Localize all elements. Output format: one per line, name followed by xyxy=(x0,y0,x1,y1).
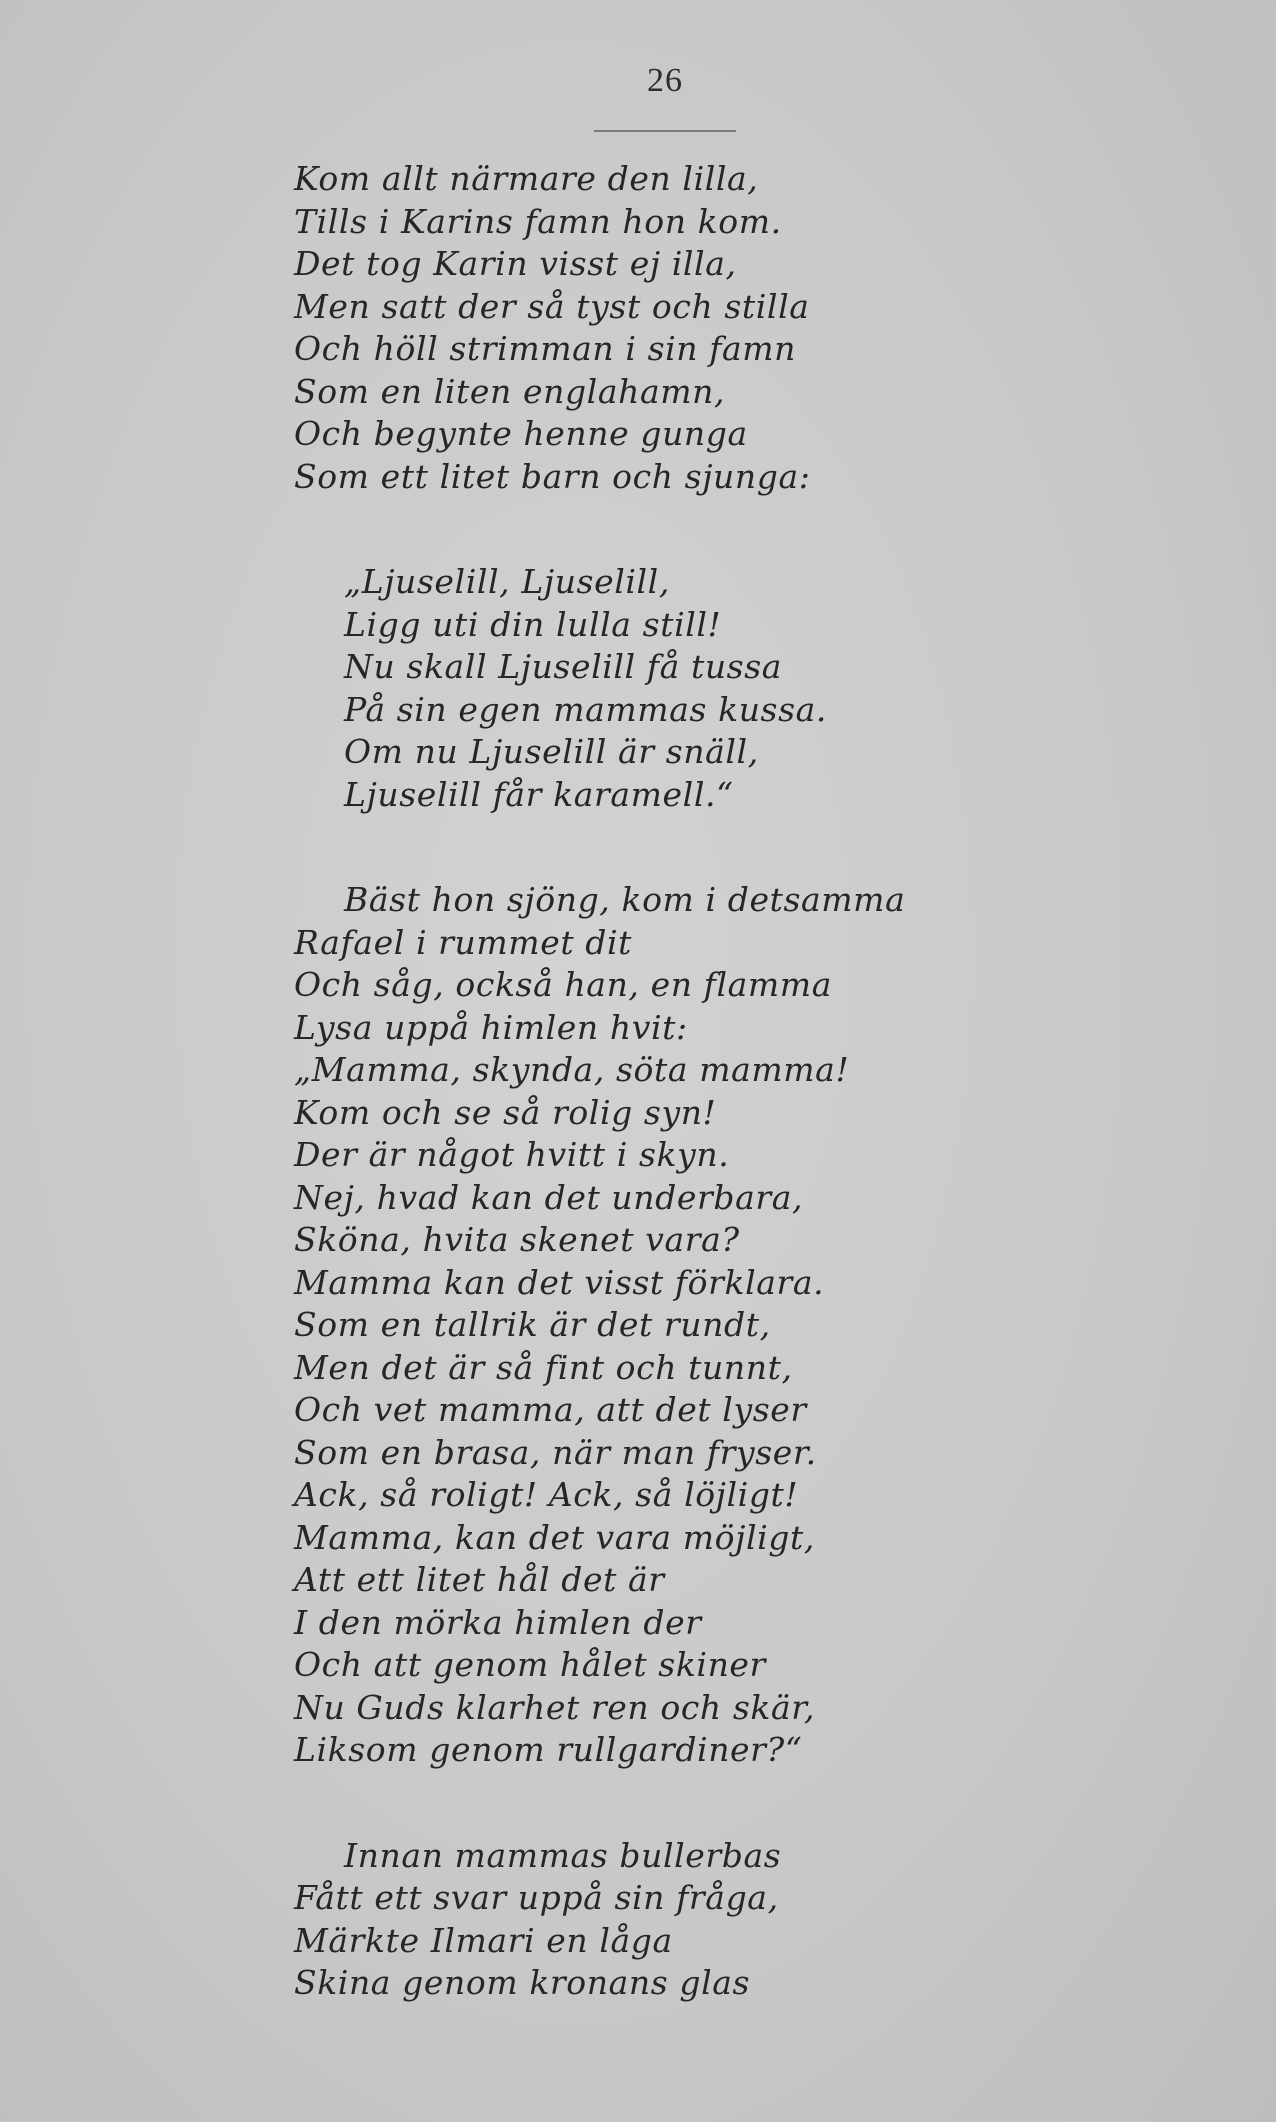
poem-line: Mamma, kan det vara möjligt, xyxy=(294,1517,815,1557)
stanza xyxy=(294,561,1194,816)
poem-line: Som ett litet barn och sjunga: xyxy=(294,456,811,496)
poem-line: Skina genom kronans glas xyxy=(294,1963,751,2002)
poem-line: Att ett litet hål det är xyxy=(294,1560,665,1599)
poem-line: „Ljuselill, Ljuselill, xyxy=(344,562,670,601)
poem-line: Nu Guds klarhet ren och skär, xyxy=(294,1687,816,1727)
poem-line: Men det är så fint och tunnt, xyxy=(294,1347,793,1387)
poem-line: Nu skall Ljuselill få tussa xyxy=(344,647,783,686)
stanza xyxy=(294,1835,1194,2005)
page-number: 26 xyxy=(647,62,683,99)
poem-line: Innan mammas bullerbas xyxy=(344,1835,782,1875)
poem-line: Och vet mamma, att det lyser xyxy=(294,1390,807,1429)
poem-line: Sköna, hvita skenet vara? xyxy=(294,1220,740,1259)
stanza xyxy=(294,158,1194,498)
poem-line: Ligg uti din lulla still! xyxy=(344,604,722,644)
poem-line: Men satt der så tyst och stilla xyxy=(294,286,810,326)
poem-line: Ljuselill får karamell.“ xyxy=(344,774,734,814)
stanza xyxy=(294,879,1194,1772)
poem-line: Det tog Karin visst ej illa, xyxy=(294,244,737,283)
poem-line: Der är något hvitt i skyn. xyxy=(294,1135,730,1174)
poem-line: Märkte Ilmari en låga xyxy=(294,1920,673,1960)
poem-line: Och höll strimman i sin famn xyxy=(294,329,797,368)
poem-line: Bäst hon sjöng, kom i detsamma xyxy=(344,880,906,919)
poem-line: Som en liten englahamn, xyxy=(294,371,726,411)
poem-line: Och att genom hålet skiner xyxy=(294,1645,766,1684)
poem-line: Nej, hvad kan det underbara, xyxy=(294,1177,804,1217)
poem-line: Som en tallrik är det rundt, xyxy=(294,1305,771,1344)
header-rule xyxy=(594,130,736,132)
poem-line: På sin egen mammas kussa. xyxy=(344,689,827,729)
poem-line: Lysa uppå himlen hvit: xyxy=(294,1007,688,1047)
poem-line: Liksom genom rullgardiner?“ xyxy=(294,1730,803,1769)
poem-line: Mamma kan det visst förklara. xyxy=(294,1262,825,1302)
poem-line: Som en brasa, när man fryser. xyxy=(294,1432,817,1472)
poem-line: I den mörka himlen der xyxy=(294,1602,702,1642)
poem-line: Och begynte henne gunga xyxy=(294,414,748,453)
poem-line: Kom och se så rolig syn! xyxy=(294,1092,717,1132)
poem-line: Om nu Ljuselill är snäll, xyxy=(344,732,759,771)
poem-line: „Mamma, skynda, söta mamma! xyxy=(294,1050,850,1089)
poem-line: Fått ett svar uppå sin fråga, xyxy=(294,1878,779,1917)
poem-line: Ack, så roligt! Ack, så löjligt! xyxy=(294,1475,799,1514)
poem-line: Tills i Karins famn hon kom. xyxy=(294,201,782,241)
poem-line: Rafael i rummet dit xyxy=(294,922,633,962)
poem-text xyxy=(294,158,1194,2005)
poem-line: Kom allt närmare den lilla, xyxy=(294,159,759,198)
poem-line: Och såg, också han, en flamma xyxy=(294,965,832,1004)
